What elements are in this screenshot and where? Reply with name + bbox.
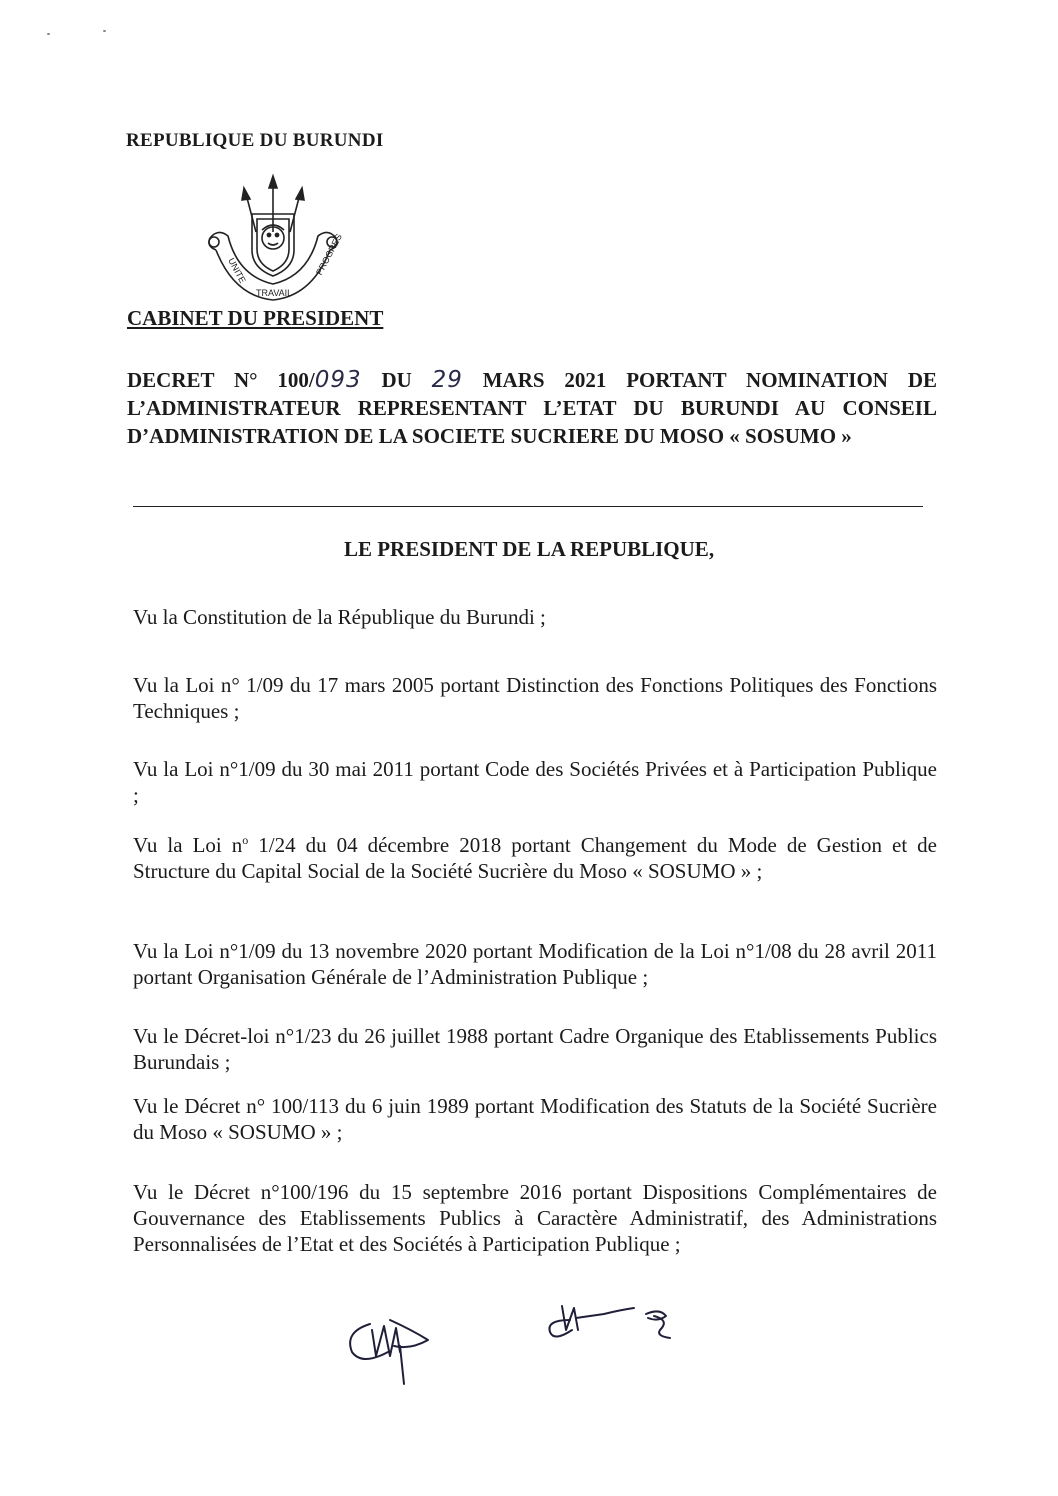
decree-title-line1: MARS 2021 PORTANT NOMINATION: [462, 368, 888, 392]
visa-loi-2018-sup: o: [242, 833, 249, 847]
motto-unite: UNITE: [226, 256, 248, 285]
signature-initials: [340, 1300, 720, 1400]
decree-number-handwritten: 093: [314, 367, 362, 393]
visa-loi-2018-after: 1/24 du 04 décembre 2018 portant Changement du Mode de: [248, 833, 817, 857]
visa-loi-2018-prefix: Vu la Loi n: [133, 833, 243, 857]
decree-title: [127, 366, 937, 450]
office-header: CABINET DU PRESIDENT: [127, 306, 384, 330]
president-heading: LE PRESIDENT DE LA REPUBLIQUE,: [343, 537, 715, 561]
title-divider: [133, 506, 923, 507]
visa-loi-2020: Vu la Loi n°1/09 du 13 novembre 2020 portant Modification de la Loi n°1/08 du 28 avril 2011 portant Organisation Générale de l’Administration Publique ;: [133, 939, 937, 989]
scan-speck: [47, 33, 50, 35]
scan-speck: [103, 30, 106, 32]
visa-decret-1989: Vu le Décret n° 100/113 du 6 juin 1989 portant Modification des Statuts de la Société Sucrière du Moso « SOSUMO » ;: [133, 1094, 937, 1144]
decree-du: DU: [361, 368, 432, 392]
visa-decret-2016: Vu le Décret n°100/196 du 15 septembre 2016 portant Dispositions Complémentaires de Gouvernance des Etablissements Publics à Caractère Administratif, des Administrations Personnalisées de l’Etat et des Sociétés à Participation Publique ;: [133, 1180, 937, 1256]
visa-constitution: Vu la Constitution de la République du Burundi ;: [133, 605, 546, 629]
visa-loi-2018: [133, 827, 937, 884]
country-header: REPUBLIQUE DU BURUNDI: [126, 130, 384, 151]
motto-travail: TRAVAIL: [256, 288, 293, 298]
visa-loi-2018-rest: Gestion et de Structure du Capital Social de la Société Sucrière du Moso « SOSUMO » ;: [133, 833, 937, 883]
motto-progres: PROGRES: [314, 232, 344, 277]
decree-prefix: DECRET N° 100/: [127, 368, 315, 392]
visa-loi-2011: Vu la Loi n°1/09 du 30 mai 2011 portant Code des Sociétés Privées et à Participation Publique ;: [133, 757, 937, 807]
visa-decret-loi-1988: Vu le Décret-loi n°1/23 du 26 juillet 1988 portant Cadre Organique des Etablissements Publics Burundais ;: [133, 1024, 937, 1074]
visa-loi-2005: Vu la Loi n° 1/09 du 17 mars 2005 portant Distinction des Fonctions Politiques des Fonctions Techniques ;: [133, 673, 937, 723]
decree-title-rest: DE L’ADMINISTRATEUR REPRESENTANT L’ETAT DU BURUNDI AU CONSEIL D’ADMINISTRATION DE LA SOCIETE SUCRIERE DU MOSO « SOSUMO »: [127, 368, 937, 448]
coat-of-arms-emblem: [198, 172, 348, 307]
decree-day-handwritten: 29: [431, 367, 463, 393]
